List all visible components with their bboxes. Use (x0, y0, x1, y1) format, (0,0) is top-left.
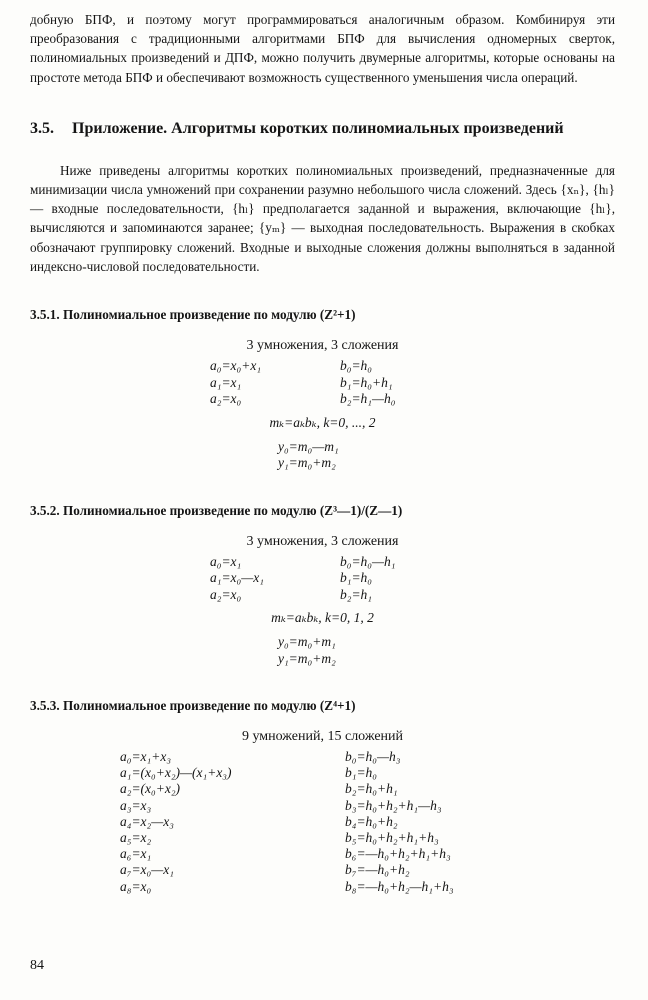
equation-a: a₁=(x₀+x₂)—(x₁+x₃) (120, 765, 232, 781)
equation-a: a₀=x₁ (210, 553, 242, 569)
algorithm-title-3: 3.5.3. Полиномиальное произведение по модулю (Z⁴+1) (30, 698, 356, 714)
page-body (30, 10, 615, 895)
product-equation-1: mₖ=aₖbₖ, k=0, ..., 2 (269, 414, 376, 430)
section-intro: Ниже приведены алгоритмы коротких полиномиальных произведений, предназначенные для минимизации числа умножений при сохранении разумно небольшого числа сложений. Здесь {xₙ}, {hₗ} — входные последовательности, {hₗ} предполагается заданной и выражения, включающие {hₗ}, вычисляются и запоминаются заранее; {yₘ} — выходная последовательность. Выражения в скобках обозначают группировку сложений. Входные и выходные сложения должны выполняться в заданной индексно-числовой последовательности. (30, 162, 615, 274)
equation-a: a₂=x₀ (210, 586, 242, 602)
equation-b: b₈=—h₀+h₂—h₁+h₃ (345, 878, 454, 894)
equation-a: a₇=x₀—x₁ (120, 862, 174, 878)
output-equation: y₀=m₀+m₁ (278, 634, 336, 650)
algorithm-caption-1: 3 умножения, 3 сложения (246, 338, 399, 354)
equation-b: b₇=—h₀+h₂ (345, 862, 410, 878)
equation-a: a₁=x₁ (210, 374, 242, 390)
equation-a: a₁=x₀—x₁ (210, 570, 264, 586)
equation-a: a₂=x₀ (210, 391, 242, 407)
equation-b: b₀=h₀—h₁ (340, 553, 396, 569)
equation-a: a₅=x₂ (120, 830, 152, 846)
product-equation-2: mₖ=aₖbₖ, k=0, 1, 2 (271, 610, 374, 626)
algorithm-caption-3: 9 умножений, 15 сложений (241, 729, 404, 745)
equation-b: b₁=h₀+h₁ (340, 374, 393, 390)
equation-b: b₀=h₀ (340, 358, 372, 374)
section-number: 3.5. (30, 119, 54, 137)
equation-b: b₁=h₀ (340, 570, 372, 586)
equation-b: b₁=h₀ (345, 765, 377, 781)
equation-b: b₄=h₀+h₂ (345, 813, 398, 829)
equation-a: a₀=x₁+x₃ (120, 749, 172, 765)
equation-a: a₃=x₃ (120, 797, 152, 813)
algorithm-title-1: 3.5.1. Полиномиальное произведение по модулю (Z²+1) (30, 307, 356, 323)
output-equation: y₀=m₀—m₁ (278, 438, 339, 454)
equation-a: a₂=(x₀+x₂) (120, 781, 181, 797)
output-equation: y₁=m₀+m₂ (278, 455, 336, 471)
equation-a: a₈=x₀ (120, 878, 152, 894)
equation-b: b₅=h₀+h₂+h₁+h₃ (345, 830, 439, 846)
equation-b: b₂=h₁—h₀ (340, 391, 396, 407)
equation-a: a₆=x₁ (120, 846, 152, 862)
outputs-2 (278, 634, 615, 667)
equations-3 (120, 749, 615, 895)
section-title: Приложение. Алгоритмы коротких полиномиальных произведений (72, 119, 564, 137)
equation-b: b₃=h₀+h₂+h₁—h₃ (345, 797, 442, 813)
algorithm-caption-2: 3 умножения, 3 сложения (246, 533, 399, 549)
output-equation: y₁=m₀+m₂ (278, 650, 336, 666)
page-number: 84 (30, 958, 44, 973)
outputs-1 (278, 439, 615, 472)
equation-a: a₄=x₂—x₃ (120, 813, 174, 829)
equation-b: b₀=h₀—h₃ (345, 749, 401, 765)
equation-a: a₀=x₀+x₁ (210, 358, 262, 374)
equation-b: b₆=—h₀+h₂+h₁+h₃ (345, 846, 451, 862)
equation-b: b₂=h₁ (340, 586, 372, 602)
algorithm-title-2: 3.5.2. Полиномиальное произведение по модулю (Z³—1)/(Z—1) (30, 502, 403, 518)
section-heading (30, 119, 615, 139)
intro-paragraph: добную БПФ, и поэтому могут программироваться аналогичным образом. Комбинируя эти преобразования с традиционными алгоритмами БПФ для вычисления одномерных сверток, полиномиальных произведений и ДПФ, можно получить двумерные алгоритмы, которые основаны на простоте метода БПФ и обеспечивают возможность существенного уменьшения числа операций. (30, 12, 615, 85)
equations-2 (210, 554, 615, 604)
equations-1 (210, 358, 615, 408)
equation-b: b₂=h₀+h₁ (345, 781, 398, 797)
